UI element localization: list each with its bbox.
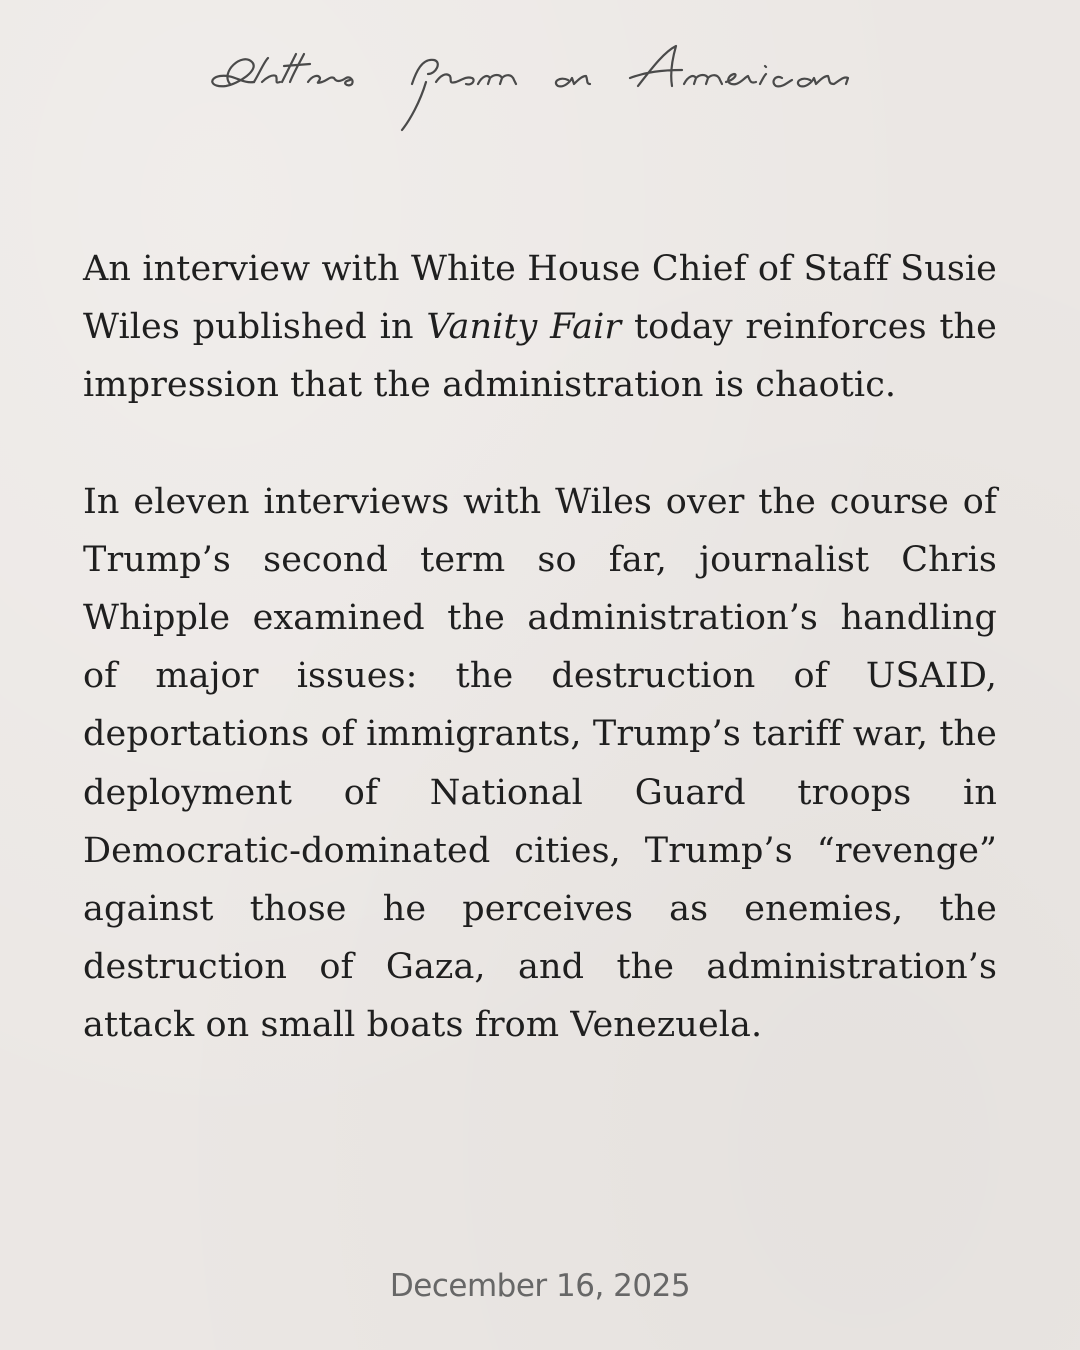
- paragraph-1: [83, 240, 997, 415]
- letter-body: [83, 240, 997, 1113]
- script-signature-logo: [190, 22, 890, 132]
- paragraph-2: In eleven interviews with Wiles over the course of Trump’s second term so far, journalist Chris Whipple examined the administration’s handling of major issues: the destruction of USAID, deportations of immigrants, Trump’s tariff war, the deployment of National Guard troops in Democratic-dominated cities, Trump’s “revenge” against those he perceives as enemies, the destruction of Gaza, and the administration’s attack on small boats from Venezuela.: [83, 481, 997, 1046]
- publication-name: Vanity Fair: [426, 307, 622, 348]
- letter-date: December 16, 2025: [389, 1268, 691, 1304]
- paragraph-1-text-end: today reinforces the impression that the administration is chaotic.: [83, 307, 997, 406]
- masthead-logo: [0, 22, 1080, 132]
- paragraph-1-text-start: An interview with White House Chief of Staff Susie Wiles published in: [83, 249, 997, 348]
